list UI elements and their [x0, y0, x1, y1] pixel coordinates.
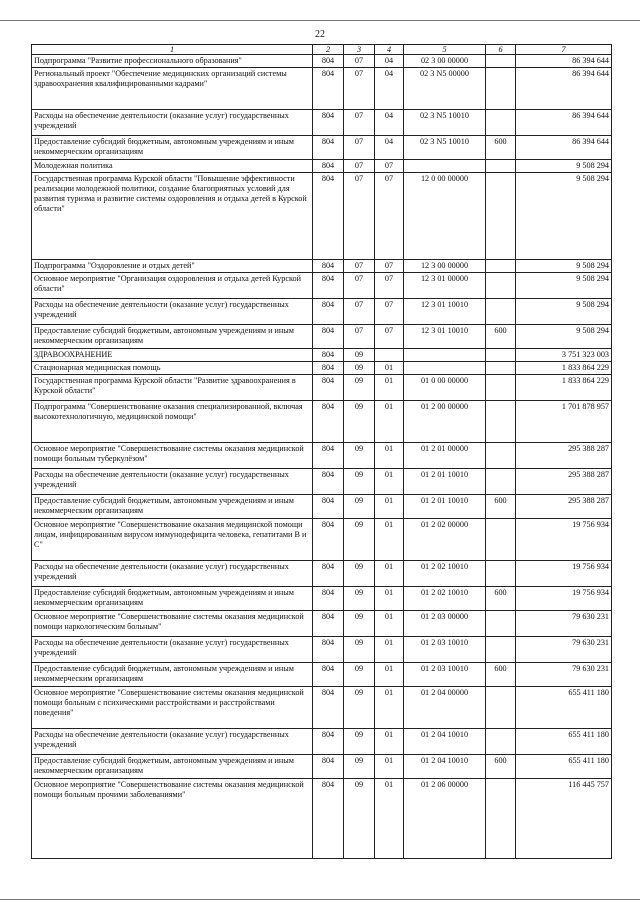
subsection-code-cell: 01	[375, 362, 404, 375]
expense-type-code-cell	[486, 362, 516, 375]
section-code-cell: 09	[344, 375, 375, 401]
header-cell-2: 2	[313, 45, 344, 55]
section-code-cell: 07	[344, 160, 375, 173]
section-code-cell: 09	[344, 443, 375, 469]
section-code-cell: 09	[344, 779, 375, 859]
section-code-cell: 07	[344, 325, 375, 349]
subsection-code-cell: 01	[375, 755, 404, 779]
budget-name-cell: Расходы на обеспечение деятельности (оказание услуг) государственных учреждений	[32, 469, 313, 495]
amount-cell: 3 751 323 003	[516, 349, 612, 362]
grbs-code-cell: 804	[313, 663, 344, 687]
section-code-cell: 09	[344, 687, 375, 729]
section-code-cell: 09	[344, 362, 375, 375]
budget-name-cell: Расходы на обеспечение деятельности (оказание услуг) государственных учреждений	[32, 729, 313, 755]
target-article-code-cell: 02 3 N5 10010	[404, 136, 486, 160]
table-row	[32, 299, 612, 325]
grbs-code-cell: 804	[313, 110, 344, 136]
budget-name-cell: Основное мероприятие "Совершенствование системы оказания медицинской помощи наркологическим больным"	[32, 611, 313, 637]
header-cell-1: 1	[32, 45, 313, 55]
budget-name-cell: Основное мероприятие "Организация оздоровления и отдыха детей Курской области"	[32, 273, 313, 299]
budget-name-cell: ЗДРАВООХРАНЕНИЕ	[32, 349, 313, 362]
subsection-code-cell: 01	[375, 495, 404, 519]
section-code-cell: 09	[344, 495, 375, 519]
subsection-code-cell: 01	[375, 637, 404, 663]
budget-name-cell: Государственная программа Курской области "Повышение эффективности реализации молодежной политики, создание благоприятных условий для развития туризма и развитие системы оздоровления и отдыха детей в Курской области"	[32, 173, 313, 260]
subsection-code-cell: 01	[375, 519, 404, 561]
subsection-code-cell: 01	[375, 729, 404, 755]
header-cell-4: 4	[375, 45, 404, 55]
target-article-code-cell: 01 2 04 10010	[404, 755, 486, 779]
target-article-code-cell: 01 0 00 00000	[404, 375, 486, 401]
budget-name-cell: Предоставление субсидий бюджетным, автономным учреждениям и иным некоммерческим организациям	[32, 587, 313, 611]
subsection-code-cell: 01	[375, 611, 404, 637]
subsection-code-cell: 01	[375, 663, 404, 687]
table-row	[32, 587, 612, 611]
budget-name-cell: Основное мероприятие "Совершенствование системы оказания медицинской помощи больным прочими заболеваниями"	[32, 779, 313, 859]
section-code-cell: 07	[344, 299, 375, 325]
top-rule	[0, 20, 640, 21]
table-row	[32, 755, 612, 779]
table-row	[32, 68, 612, 110]
table-row	[32, 611, 612, 637]
grbs-code-cell: 804	[313, 519, 344, 561]
table-row	[32, 561, 612, 587]
budget-name-cell: Предоставление субсидий бюджетным, автономным учреждениям и иным некоммерческим организациям	[32, 755, 313, 779]
expense-type-code-cell	[486, 561, 516, 587]
grbs-code-cell: 804	[313, 375, 344, 401]
budget-name-cell: Расходы на обеспечение деятельности (оказание услуг) государственных учреждений	[32, 561, 313, 587]
expense-type-code-cell	[486, 637, 516, 663]
table-row	[32, 443, 612, 469]
subsection-code-cell: 04	[375, 68, 404, 110]
subsection-code-cell: 07	[375, 299, 404, 325]
budget-name-cell: Молодежная политика	[32, 160, 313, 173]
grbs-code-cell: 804	[313, 68, 344, 110]
budget-table	[31, 44, 612, 859]
budget-name-cell: Предоставление субсидий бюджетным, автономным учреждениям и иным некоммерческим организациям	[32, 495, 313, 519]
header-cell-3: 3	[344, 45, 375, 55]
expense-type-code-cell	[486, 729, 516, 755]
grbs-code-cell: 804	[313, 687, 344, 729]
amount-cell: 116 445 757	[516, 779, 612, 859]
amount-cell: 86 394 644	[516, 110, 612, 136]
amount-cell: 79 630 231	[516, 637, 612, 663]
expense-type-code-cell: 600	[486, 136, 516, 160]
expense-type-code-cell	[486, 611, 516, 637]
target-article-code-cell: 01 2 06 00000	[404, 779, 486, 859]
section-code-cell: 09	[344, 611, 375, 637]
amount-cell: 9 508 294	[516, 299, 612, 325]
grbs-code-cell: 804	[313, 401, 344, 443]
budget-name-cell: Стационарная медицинская помощь	[32, 362, 313, 375]
target-article-code-cell: 12 3 01 00000	[404, 273, 486, 299]
table-row	[32, 273, 612, 299]
subsection-code-cell: 01	[375, 469, 404, 495]
amount-cell: 9 508 294	[516, 160, 612, 173]
amount-cell: 655 411 180	[516, 755, 612, 779]
target-article-code-cell: 02 3 00 00000	[404, 55, 486, 68]
amount-cell: 655 411 180	[516, 729, 612, 755]
expense-type-code-cell	[486, 443, 516, 469]
expense-type-code-cell	[486, 349, 516, 362]
expense-type-code-cell	[486, 469, 516, 495]
budget-name-cell: Подпрограмма "Оздоровление и отдых детей"	[32, 260, 313, 273]
table-row	[32, 136, 612, 160]
target-article-code-cell: 12 3 01 10010	[404, 299, 486, 325]
budget-name-cell: Расходы на обеспечение деятельности (оказание услуг) государственных учреждений	[32, 299, 313, 325]
grbs-code-cell: 804	[313, 299, 344, 325]
grbs-code-cell: 804	[313, 561, 344, 587]
budget-name-cell: Региональный проект "Обеспечение медицинских организаций системы здравоохранения квалифицированными кадрами"	[32, 68, 313, 110]
section-code-cell: 09	[344, 587, 375, 611]
subsection-code-cell: 01	[375, 687, 404, 729]
target-article-code-cell: 01 2 02 10010	[404, 587, 486, 611]
grbs-code-cell: 804	[313, 779, 344, 859]
amount-cell: 9 508 294	[516, 173, 612, 260]
header-row	[32, 45, 612, 55]
subsection-code-cell: 01	[375, 443, 404, 469]
target-article-code-cell: 01 2 04 00000	[404, 687, 486, 729]
grbs-code-cell: 804	[313, 443, 344, 469]
subsection-code-cell: 07	[375, 273, 404, 299]
subsection-code-cell	[375, 349, 404, 362]
section-code-cell: 07	[344, 55, 375, 68]
budget-name-cell: Основное мероприятие "Совершенствование оказания медицинской помощи лицам, инфицированным вирусом иммунодефицита человека, гепатитами B и C"	[32, 519, 313, 561]
amount-cell: 19 756 934	[516, 561, 612, 587]
target-article-code-cell: 01 2 01 10010	[404, 469, 486, 495]
section-code-cell: 09	[344, 663, 375, 687]
expense-type-code-cell: 600	[486, 755, 516, 779]
target-article-code-cell: 01 2 02 00000	[404, 519, 486, 561]
expense-type-code-cell	[486, 68, 516, 110]
section-code-cell: 07	[344, 173, 375, 260]
grbs-code-cell: 804	[313, 755, 344, 779]
section-code-cell: 09	[344, 637, 375, 663]
table-row	[32, 173, 612, 260]
section-code-cell: 07	[344, 273, 375, 299]
expense-type-code-cell	[486, 687, 516, 729]
target-article-code-cell: 12 3 00 00000	[404, 260, 486, 273]
expense-type-code-cell	[486, 375, 516, 401]
section-code-cell: 09	[344, 561, 375, 587]
target-article-code-cell: 01 2 01 10010	[404, 495, 486, 519]
expense-type-code-cell	[486, 173, 516, 260]
amount-cell: 86 394 644	[516, 68, 612, 110]
table-row	[32, 362, 612, 375]
amount-cell: 79 630 231	[516, 663, 612, 687]
grbs-code-cell: 804	[313, 55, 344, 68]
section-code-cell: 09	[344, 755, 375, 779]
amount-cell: 295 388 287	[516, 469, 612, 495]
section-code-cell: 09	[344, 469, 375, 495]
expense-type-code-cell	[486, 110, 516, 136]
expense-type-code-cell	[486, 299, 516, 325]
table-row	[32, 55, 612, 68]
section-code-cell: 09	[344, 729, 375, 755]
grbs-code-cell: 804	[313, 587, 344, 611]
amount-cell: 9 508 294	[516, 273, 612, 299]
subsection-code-cell: 07	[375, 160, 404, 173]
section-code-cell: 09	[344, 401, 375, 443]
budget-name-cell: Подпрограмма "Совершенствование оказания специализированной, включая высокотехнологичную, медицинской помощи"	[32, 401, 313, 443]
table-row	[32, 260, 612, 273]
amount-cell: 79 630 231	[516, 611, 612, 637]
table-row	[32, 687, 612, 729]
table-row	[32, 779, 612, 859]
target-article-code-cell: 01 2 01 00000	[404, 443, 486, 469]
subsection-code-cell: 01	[375, 779, 404, 859]
target-article-code-cell	[404, 362, 486, 375]
amount-cell: 9 508 294	[516, 325, 612, 349]
subsection-code-cell: 01	[375, 561, 404, 587]
expense-type-code-cell: 600	[486, 587, 516, 611]
table-row	[32, 519, 612, 561]
section-code-cell: 07	[344, 110, 375, 136]
table-row	[32, 375, 612, 401]
target-article-code-cell: 01 2 03 10010	[404, 663, 486, 687]
table-row	[32, 637, 612, 663]
grbs-code-cell: 804	[313, 325, 344, 349]
budget-name-cell: Подпрограмма "Развитие профессионального образования"	[32, 55, 313, 68]
table-row	[32, 663, 612, 687]
expense-type-code-cell	[486, 519, 516, 561]
budget-name-cell: Расходы на обеспечение деятельности (оказание услуг) государственных учреждений	[32, 110, 313, 136]
target-article-code-cell: 01 2 03 00000	[404, 611, 486, 637]
expense-type-code-cell	[486, 160, 516, 173]
grbs-code-cell: 804	[313, 349, 344, 362]
target-article-code-cell: 02 3 N5 00000	[404, 68, 486, 110]
budget-name-cell: Предоставление субсидий бюджетным, автономным учреждениям и иным некоммерческим организациям	[32, 663, 313, 687]
table-row	[32, 349, 612, 362]
expense-type-code-cell	[486, 260, 516, 273]
grbs-code-cell: 804	[313, 260, 344, 273]
target-article-code-cell: 01 2 04 10010	[404, 729, 486, 755]
expense-type-code-cell: 600	[486, 663, 516, 687]
section-code-cell: 07	[344, 136, 375, 160]
grbs-code-cell: 804	[313, 637, 344, 663]
grbs-code-cell: 804	[313, 160, 344, 173]
target-article-code-cell: 01 2 03 10010	[404, 637, 486, 663]
header-cell-7: 7	[516, 45, 612, 55]
table-row	[32, 729, 612, 755]
budget-name-cell: Предоставление субсидий бюджетным, автономным учреждениям и иным некоммерческим организациям	[32, 325, 313, 349]
expense-type-code-cell: 600	[486, 325, 516, 349]
table-row	[32, 160, 612, 173]
table-row	[32, 469, 612, 495]
grbs-code-cell: 804	[313, 611, 344, 637]
target-article-code-cell	[404, 349, 486, 362]
subsection-code-cell: 01	[375, 375, 404, 401]
amount-cell: 19 756 934	[516, 587, 612, 611]
table-row	[32, 495, 612, 519]
amount-cell: 1 833 864 229	[516, 375, 612, 401]
table-body	[32, 55, 612, 859]
budget-name-cell: Основное мероприятие "Совершенствование системы оказания медицинской помощи больным туберкулёзом"	[32, 443, 313, 469]
section-code-cell: 09	[344, 349, 375, 362]
amount-cell: 86 394 644	[516, 55, 612, 68]
subsection-code-cell: 07	[375, 260, 404, 273]
expense-type-code-cell: 600	[486, 495, 516, 519]
expense-type-code-cell	[486, 55, 516, 68]
budget-name-cell: Расходы на обеспечение деятельности (оказание услуг) государственных учреждений	[32, 637, 313, 663]
grbs-code-cell: 804	[313, 362, 344, 375]
table-row	[32, 401, 612, 443]
bottom-rule	[0, 899, 640, 900]
expense-type-code-cell	[486, 273, 516, 299]
amount-cell: 86 394 644	[516, 136, 612, 160]
target-article-code-cell: 12 0 00 00000	[404, 173, 486, 260]
budget-name-cell: Предоставление субсидий бюджетным, автономным учреждениям и иным некоммерческим организациям	[32, 136, 313, 160]
target-article-code-cell: 01 2 00 00000	[404, 401, 486, 443]
amount-cell: 1 833 864 229	[516, 362, 612, 375]
grbs-code-cell: 804	[313, 495, 344, 519]
amount-cell: 19 756 934	[516, 519, 612, 561]
expense-type-code-cell	[486, 779, 516, 859]
table-row	[32, 325, 612, 349]
target-article-code-cell: 02 3 N5 10010	[404, 110, 486, 136]
header-cell-5: 5	[404, 45, 486, 55]
budget-name-cell: Основное мероприятие "Совершенствование системы оказания медицинской помощи больным с психическими расстройствами и расстройствами поведения"	[32, 687, 313, 729]
grbs-code-cell: 804	[313, 469, 344, 495]
subsection-code-cell: 04	[375, 110, 404, 136]
amount-cell: 295 388 287	[516, 495, 612, 519]
subsection-code-cell: 07	[375, 173, 404, 260]
subsection-code-cell: 04	[375, 136, 404, 160]
section-code-cell: 07	[344, 68, 375, 110]
grbs-code-cell: 804	[313, 173, 344, 260]
subsection-code-cell: 04	[375, 55, 404, 68]
target-article-code-cell: 12 3 01 10010	[404, 325, 486, 349]
subsection-code-cell: 01	[375, 587, 404, 611]
subsection-code-cell: 07	[375, 325, 404, 349]
amount-cell: 9 508 294	[516, 260, 612, 273]
amount-cell: 1 701 878 957	[516, 401, 612, 443]
amount-cell: 295 388 287	[516, 443, 612, 469]
section-code-cell: 09	[344, 519, 375, 561]
table-row	[32, 110, 612, 136]
grbs-code-cell: 804	[313, 729, 344, 755]
expense-type-code-cell	[486, 401, 516, 443]
amount-cell: 655 411 180	[516, 687, 612, 729]
grbs-code-cell: 804	[313, 273, 344, 299]
subsection-code-cell: 01	[375, 401, 404, 443]
section-code-cell: 07	[344, 260, 375, 273]
grbs-code-cell: 804	[313, 136, 344, 160]
target-article-code-cell	[404, 160, 486, 173]
header-cell-6: 6	[486, 45, 516, 55]
budget-name-cell: Государственная программа Курской области "Развитие здравоохранения в Курской области"	[32, 375, 313, 401]
page-number: 22	[315, 29, 325, 40]
target-article-code-cell: 01 2 02 10010	[404, 561, 486, 587]
